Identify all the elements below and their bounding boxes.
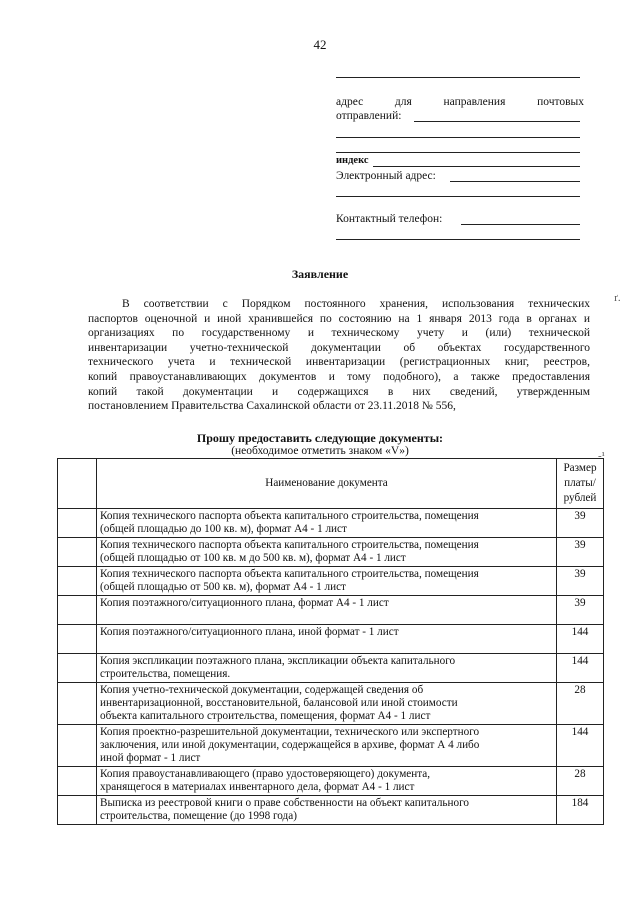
row-checkbox-cell[interactable]: [58, 567, 97, 596]
index-label: индекс: [336, 155, 369, 166]
paragraph-line: паспортов оценочной и иной хранившейся по состоянию на 1 января 2013 года в органах и: [88, 312, 590, 325]
table-row: [58, 654, 604, 683]
table-row: [58, 683, 604, 725]
phone-label: Контактный телефон:: [336, 213, 443, 225]
paragraph-line: копий такой документации и содержащихся в них сведений, утвержденным: [88, 385, 590, 398]
address-field-line-2[interactable]: [336, 137, 580, 138]
request-heading: Прошу предоставить следующие документы:: [196, 431, 444, 445]
row-checkbox-cell[interactable]: [58, 683, 97, 725]
phone-field-line-2[interactable]: [336, 239, 580, 240]
address-label-line2: отправлений:: [336, 110, 402, 122]
table-row: [58, 767, 604, 796]
row-fee-cell: 39: [557, 538, 604, 567]
document-title: Заявление: [291, 267, 349, 281]
row-name-cell: Копия технического паспорта объекта капитального строительства, помещения (общей площадью от 500 кв. м), формат А4 - 1 лист: [97, 567, 557, 596]
table-row: [58, 725, 604, 767]
address-label-word: направления: [443, 96, 506, 108]
address-field-line-3[interactable]: [336, 152, 580, 153]
row-checkbox-cell[interactable]: [58, 625, 97, 654]
row-name-cell: Копия технического паспорта объекта капитального строительства, помещения (общей площадью от 100 кв. м до 500 кв. м), формат А4 - 1 лист: [97, 538, 557, 567]
address-label-word: адрес: [336, 96, 364, 108]
documents-table: [57, 458, 604, 825]
email-field-line-2[interactable]: [336, 196, 580, 197]
table-row: [58, 625, 604, 654]
row-fee-cell: 39: [557, 567, 604, 596]
paragraph-line: копий правоустанавливающих документов и тому подобного), а также предоставления: [88, 370, 590, 383]
statement-paragraph: [88, 297, 590, 414]
paragraph-line: В соответствии с Порядком постоянного хранения, использования технических: [122, 298, 590, 310]
page-number: 42: [313, 37, 327, 52]
table-header-row: [58, 459, 604, 509]
row-fee-cell: 144: [557, 725, 604, 767]
row-checkbox-cell[interactable]: [58, 654, 97, 683]
row-fee-cell: 28: [557, 767, 604, 796]
table-row: [58, 596, 604, 625]
row-fee-cell: 144: [557, 625, 604, 654]
margin-pen-mark: -¹: [598, 450, 605, 462]
row-name-cell: Копия поэтажного/ситуационного плана, иной формат - 1 лист: [97, 625, 557, 654]
fee-header: Размер платы/ рублей: [557, 459, 604, 509]
request-note: (необходимое отметить знаком «V»): [231, 445, 409, 457]
phone-field-line-1[interactable]: [461, 224, 580, 225]
row-name-cell: Копия экспликации поэтажного плана, экспликации объекта капитального строительства, помещения.: [97, 654, 557, 683]
name-header: Наименование документа: [97, 459, 557, 509]
row-checkbox-cell[interactable]: [58, 596, 97, 625]
row-fee-cell: 184: [557, 796, 604, 825]
row-name-cell: Копия правоустанавливающего (право удостоверяющего) документа, хранящегося в материалах инвентарного дела, формат А4 - 1 лист: [97, 767, 557, 796]
address-label-word: почтовых: [537, 96, 584, 108]
row-fee-cell: 39: [557, 596, 604, 625]
row-fee-cell: 144: [557, 654, 604, 683]
address-field-line-1[interactable]: [414, 121, 580, 122]
row-checkbox-cell[interactable]: [58, 796, 97, 825]
table-row: [58, 509, 604, 538]
table-row: [58, 567, 604, 596]
row-checkbox-cell[interactable]: [58, 509, 97, 538]
row-fee-cell: 28: [557, 683, 604, 725]
table-row: [58, 796, 604, 825]
row-checkbox-cell[interactable]: [58, 725, 97, 767]
email-label: Электронный адрес:: [336, 170, 436, 182]
address-label-word: для: [394, 96, 412, 108]
row-name-cell: Копия технического паспорта объекта капитального строительства, помещения (общей площадью до 100 кв. м), формат А4 - 1 лист: [97, 509, 557, 538]
paragraph-line: организациях по государственному и техническому учету и (или) технической: [88, 327, 590, 340]
index-field-line[interactable]: [373, 166, 580, 167]
checkbox-header: [58, 459, 97, 509]
address-label-line1: [336, 95, 584, 109]
row-checkbox-cell[interactable]: [58, 538, 97, 567]
paragraph-line: постановлением Правительства Сахалинской области от 23.11.2018 № 556,: [88, 400, 456, 413]
name-field-line[interactable]: [336, 77, 580, 78]
margin-pen-mark: ґ.: [614, 292, 621, 304]
row-name-cell: Копия поэтажного/ситуационного плана, формат А4 - 1 лист: [97, 596, 557, 625]
row-name-cell: Выписка из реестровой книги о праве собственности на объект капитального строительства, помещение (до 1998 года): [97, 796, 557, 825]
email-field-line-1[interactable]: [450, 181, 580, 182]
row-checkbox-cell[interactable]: [58, 767, 97, 796]
row-name-cell: Копия учетно-технической документации, содержащей сведения об инвентаризационной, восстановительной, балансовой или иной стоимости объекта капитального строительства, помещения, формат А4 - 1 лист: [97, 683, 557, 725]
table-row: [58, 538, 604, 567]
row-name-cell: Копия проектно-разрешительной документации, технического или экспертного заключения, или иной документации, содержащейся в архиве, формат А 4 либо иной формат - 1 лист: [97, 725, 557, 767]
row-fee-cell: 39: [557, 509, 604, 538]
paragraph-line: технического учета и технической инвентаризации (регистрационных книг, реестров,: [88, 356, 590, 369]
paragraph-line: инвентаризации учетно-технической документации об объектах государственного: [88, 341, 590, 354]
